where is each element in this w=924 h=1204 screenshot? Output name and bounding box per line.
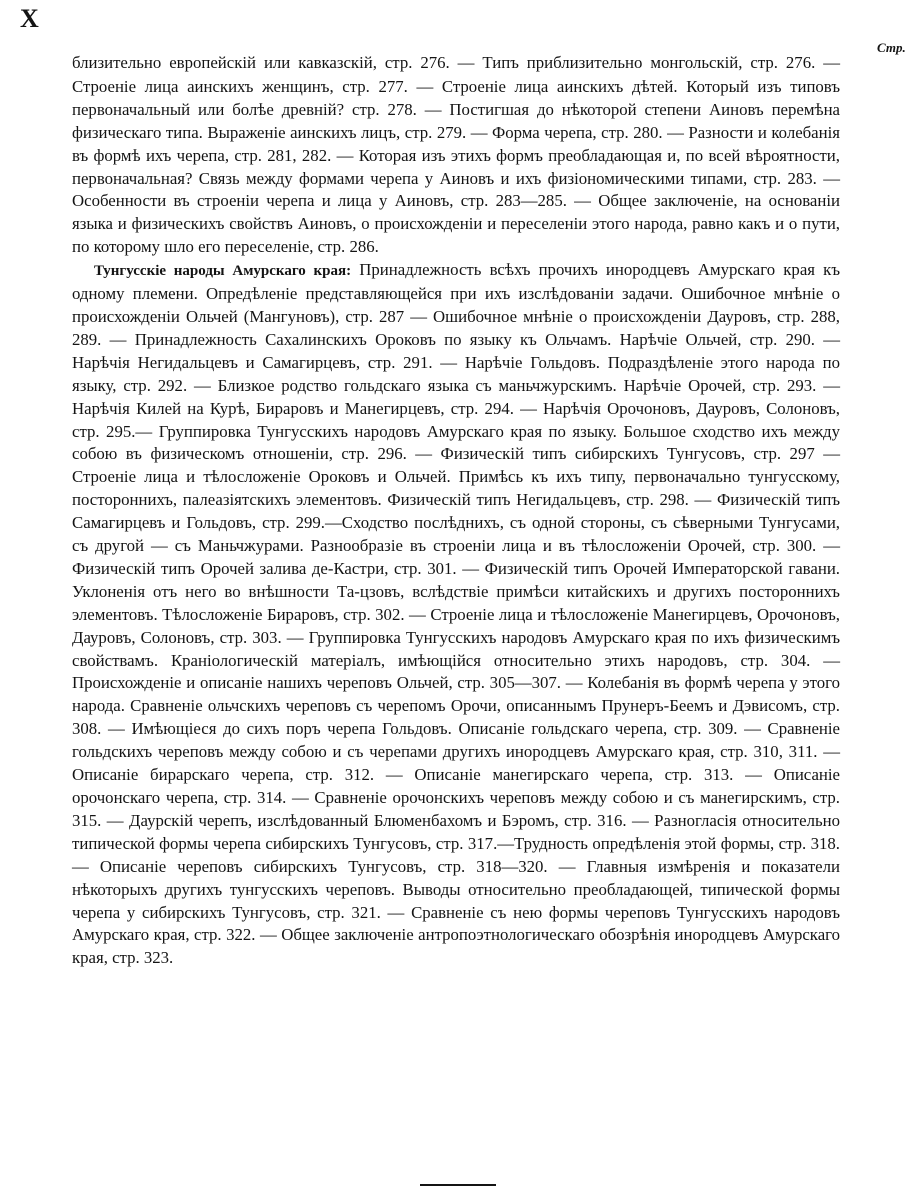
toc-entry-tungus-peoples bbox=[72, 259, 840, 970]
page-column-header: Стр. bbox=[877, 40, 906, 55]
table-of-contents-body bbox=[72, 52, 840, 970]
entry-text: Принадлежность всѣхъ прочихъ инородцевъ Амурскаго края къ одному племени. Опредѣленіе представляющейся при ихъ изслѣдованіи задачи. Ошибочное мнѣніе о происхожденіи Ольчей (Мангуновъ), стр. 287 — Ошибочное мнѣніе о происхожденіи Дауровъ, стр. 288, 289. — Принадлежность Сахалинскихъ Ороковъ по языку къ Ольчамъ. Нарѣчіе Ольчей, стр. 290. — Нарѣчія Негидальцевъ и Самагирцевъ, стр. 291. — Нарѣчіе Гольдовъ. Подраздѣленіе этого народа по языку, стр. 292. — Близкое родство гольдскаго языка съ маньчжурскимъ. Нарѣчіе Орочей, стр. 293. — Нарѣчія Килей на Курѣ, Бираровъ и Манегирцевъ, стр. 294. — Нарѣчія Орочоновъ, Дауровъ, Солоновъ, стр. 295.— Группировка Тунгусскихъ народовъ Амурскаго края по языку. Большое сходство ихъ между собою въ физическомъ отношеніи, стр. 296. — Физическій типъ сибирскихъ Тунгусовъ, стр. 297 — Строеніе лица и тѣлосложеніе Ороковъ и Ольчей. Примѣсь къ ихъ типу, первоначально тунгусскому, постороннихъ, палеазіятскихъ элементовъ. Физическій типъ Негидальцевъ, стр. 298. — Физическій типъ Самагирцевъ и Гольдовъ, стр. 299.—Сходство послѣднихъ, съ одной стороны, съ сѣверными Тунгусами, съ другой — съ Маньчжурами. Разнообразіе въ строеніи лица и въ тѣлосложеніи Орочей, стр. 300. — Физическій типъ Орочей залива де-Кастри, стр. 301. — Физическій типъ Орочей Императорской гавани. Уклоненія отъ него во внѣшности Та-цзовъ, вслѣдствіе примѣси китайскихъ и другихъ постороннихъ элементовъ. Тѣлосложеніе Бираровъ, стр. 302. — Строеніе лица и тѣлосложеніе Манегирцевъ, Орочоновъ, Дауровъ, Солоновъ, стр. 303. — Группировка Тунгусскихъ народовъ Амурскаго края по ихъ физическимъ свойствамъ. Краніологическій матеріалъ, имѣющійся относительно этихъ народовъ, стр. 304. — Происхожденіе и описаніе нашихъ череповъ Ольчей, стр. 305—307. — Колебанія въ формѣ черепа у этого народа. Сравненіе ольчскихъ череповъ съ черепомъ Орочи, описаннымъ Прунеръ-Беемъ и Дэвисомъ, стр. 308. — Имѣющіеся до сихъ поръ черепа Гольдовъ. Описаніе гольдскаго черепа, стр. 309. — Сравненіе гольдскихъ череповъ между собою и съ черепами другихъ инородцевъ Амурскаго края, стр. 310, 311. — Описаніе бирарскаго черепа, стр. 312. — Описаніе манегирскаго черепа, стр. 313. — Описаніе орочонскаго черепа, стр. 314. — Сравненіе орочонскихъ череповъ между собою и съ манегирскимъ, стр. 315. — Даурскій черепъ, изслѣдованный Блюменбахомъ и Бэромъ, стр. 316. — Разногласія относительно типической формы черепа сибирскихъ Тунгусовъ, стр. 317.—Трудность опредѣленія этой формы, стр. 318. — Описаніе череповъ сибирскихъ Тунгусовъ, стр. 318—320. — Главныя измѣренія и показатели нѣкоторыхъ другихъ тунгусскихъ череповъ. Выводы относительно преобладающей, типической формы черепа у сибирскихъ Тунгусовъ, стр. 321. — Сравненіе съ нею формы череповъ Тунгусскихъ народовъ Амурскаго края, стр. 322. — Общее заключеніе антропоэтнологическаго обозрѣнія инородцевъ Амурскаго края, стр. 323. bbox=[72, 260, 840, 968]
footer-rule bbox=[420, 1184, 496, 1186]
entry-heading: Тунгусскіе народы Амурскаго края: bbox=[94, 263, 352, 280]
entry-text: близительно европейскій или кавказскій, стр. 276. — Типъ приблизительно монгольскій, стр. 276. — Строеніе лица аинскихъ женщинъ, стр. 277. — Строеніе лица аинскихъ дѣтей. Который изъ типовъ первоначальный или болѣе древній? стр. 278. — Постигшая до нѣкоторой степени Аиновъ перемѣна физическаго типа. Выраженіе аинскихъ лицъ, стр. 279. — Форма черепа, стр. 280. — Разности и колебанія въ формѣ ихъ черепа, стр. 281, 282. — Которая изъ этихъ формъ преобладающая и, по всей вѣроятности, первоначальная? Связь между формами черепа у Аиновъ и ихъ физіономическими типами, стр. 283. — Особенности въ строеніи черепа и лица у Аиновъ, стр. 283—285. — Общее заключеніе, на основаніи языка и физическихъ свойствъ Аиновъ, о происхожденіи и переселеніи этого народа, равно какъ и о пути, по которому шло его переселеніе, стр. 286. bbox=[72, 53, 840, 257]
toc-entry-ainu-continued bbox=[72, 52, 840, 259]
page-number: X bbox=[20, 4, 40, 33]
